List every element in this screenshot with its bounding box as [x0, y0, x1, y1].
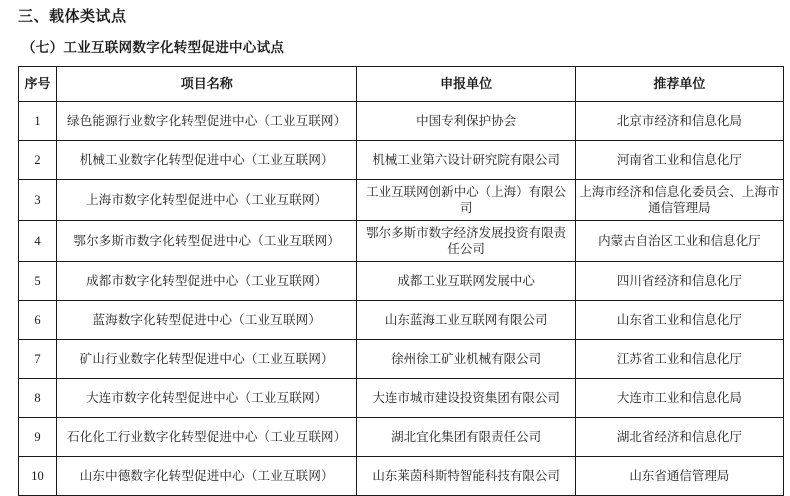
cell-project-name: 石化化工行业数字化转型促进中心（工业互联网）: [57, 418, 357, 457]
cell-recommender: 河南省工业和信息化厅: [575, 141, 783, 180]
cell-index: 9: [19, 418, 57, 457]
cell-applicant: 徐州徐工矿业机械有限公司: [357, 340, 575, 379]
table-row: [19, 221, 784, 262]
cell-project-name: 大连市数字化转型促进中心（工业互联网）: [57, 379, 357, 418]
cell-project-name: 蓝海数字化转型促进中心（工业互联网）: [57, 301, 357, 340]
cell-recommender: 北京市经济和信息化局: [575, 102, 783, 141]
cell-index: 4: [19, 221, 57, 262]
table-row: [19, 180, 784, 221]
cell-applicant: 大连市城市建设投资集团有限公司: [357, 379, 575, 418]
column-header-name: 项目名称: [57, 67, 357, 102]
table-header-row: [19, 67, 784, 102]
table-row: [19, 418, 784, 457]
document-page: [0, 6, 790, 483]
cell-recommender: 内蒙古自治区工业和信息化厅: [575, 221, 783, 262]
cell-applicant: 山东莱茵科斯特智能科技有限公司: [357, 457, 575, 496]
pilot-center-table: [18, 66, 784, 496]
cell-index: 1: [19, 102, 57, 141]
section-heading: 三、载体类试点: [18, 9, 127, 25]
cell-applicant: 鄂尔多斯市数字经济发展投资有限责任公司: [357, 221, 575, 262]
cell-index: 10: [19, 457, 57, 496]
cell-applicant: 山东蓝海工业互联网有限公司: [357, 301, 575, 340]
cell-recommender: 大连市工业和信息化局: [575, 379, 783, 418]
cell-recommender: 江苏省工业和信息化厅: [575, 340, 783, 379]
cell-project-name: 矿山行业数字化转型促进中心（工业互联网）: [57, 340, 357, 379]
cell-project-name: 绿色能源行业数字化转型促进中心（工业互联网）: [57, 102, 357, 141]
table-row: [19, 340, 784, 379]
table-row: [19, 262, 784, 301]
table-row: [19, 379, 784, 418]
cell-recommender: 湖北省经济和信息化厅: [575, 418, 783, 457]
cell-applicant: 中国专利保护协会: [357, 102, 575, 141]
cell-index: 6: [19, 301, 57, 340]
column-header-applicant: 申报单位: [357, 67, 575, 102]
sub-heading: （七）工业互联网数字化转型促进中心试点: [22, 40, 285, 55]
cell-applicant: 工业互联网创新中心（上海）有限公司: [357, 180, 575, 221]
column-header-index: 序号: [19, 67, 57, 102]
cell-project-name: 山东中德数字化转型促进中心（工业互联网）: [57, 457, 357, 496]
cell-index: 3: [19, 180, 57, 221]
cell-recommender: 山东省工业和信息化厅: [575, 301, 783, 340]
cell-project-name: 鄂尔多斯市数字化转型促进中心（工业互联网）: [57, 221, 357, 262]
cell-project-name: 机械工业数字化转型促进中心（工业互联网）: [57, 141, 357, 180]
cell-recommender: 上海市经济和信息化委员会、上海市通信管理局: [575, 180, 783, 221]
cell-project-name: 成都市数字化转型促进中心（工业互联网）: [57, 262, 357, 301]
cell-index: 7: [19, 340, 57, 379]
cell-index: 2: [19, 141, 57, 180]
column-header-recommender: 推荐单位: [575, 67, 783, 102]
table-row: [19, 301, 784, 340]
table-row: [19, 141, 784, 180]
cell-index: 8: [19, 379, 57, 418]
table-row: [19, 102, 784, 141]
cell-applicant: 机械工业第六设计研究院有限公司: [357, 141, 575, 180]
cell-applicant: 湖北宜化集团有限责任公司: [357, 418, 575, 457]
cell-applicant: 成都工业互联网发展中心: [357, 262, 575, 301]
cell-index: 5: [19, 262, 57, 301]
table-row: [19, 457, 784, 496]
cell-recommender: 山东省通信管理局: [575, 457, 783, 496]
cell-project-name: 上海市数字化转型促进中心（工业互联网）: [57, 180, 357, 221]
cell-recommender: 四川省经济和信息化厅: [575, 262, 783, 301]
